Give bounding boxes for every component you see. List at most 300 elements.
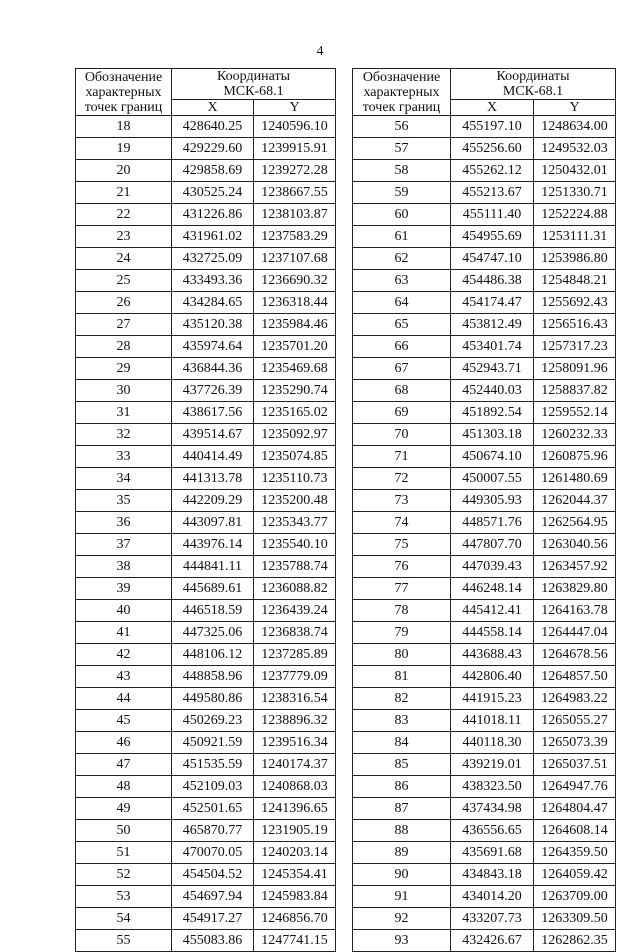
table-row [76,644,336,666]
point-number-cell: 59 [353,182,451,204]
x-coordinate-cell: 430525.24 [172,182,254,204]
table-row [76,182,336,204]
y-coordinate-cell: 1258837.82 [534,380,616,402]
point-number-cell: 62 [353,248,451,270]
point-number-cell: 93 [353,930,451,952]
table-row [76,622,336,644]
point-number-cell: 27 [76,314,172,336]
coordinates-group-header [451,69,616,100]
point-number-cell: 90 [353,864,451,886]
y-coordinate-cell: 1264608.14 [534,820,616,842]
x-coordinate-cell: 455262.12 [451,160,534,182]
x-coordinate-cell: 455197.10 [451,116,534,138]
x-coordinate-cell: 452501.65 [172,798,254,820]
table-row [353,622,616,644]
y-coordinate-cell: 1264059.42 [534,864,616,886]
x-coordinate-cell: 438323.50 [451,776,534,798]
table-row [353,930,616,952]
point-number-cell: 21 [76,182,172,204]
point-number-cell: 25 [76,270,172,292]
y-coordinate-cell: 1249532.03 [534,138,616,160]
point-number-cell: 47 [76,754,172,776]
y-coordinate-cell: 1264447.04 [534,622,616,644]
y-coordinate-cell: 1263829.80 [534,578,616,600]
table-row [76,908,336,930]
table-row [76,226,336,248]
y-coordinate-cell: 1238316.54 [254,688,336,710]
y-coordinate-cell: 1235984.46 [254,314,336,336]
point-number-cell: 19 [76,138,172,160]
y-coordinate-cell: 1236439.24 [254,600,336,622]
table-row [353,226,616,248]
point-number-cell: 54 [76,908,172,930]
x-coordinate-cell: 437726.39 [172,380,254,402]
y-coordinate-cell: 1264947.76 [534,776,616,798]
x-coordinate-cell: 452109.03 [172,776,254,798]
x-coordinate-cell: 433493.36 [172,270,254,292]
x-coordinate-cell: 455213.67 [451,182,534,204]
y-coordinate-cell: 1238896.32 [254,710,336,732]
point-number-cell: 58 [353,160,451,182]
y-coordinate-cell: 1264983.22 [534,688,616,710]
table-row [353,424,616,446]
x-coordinate-cell: 435691.68 [451,842,534,864]
x-coordinate-cell: 450674.10 [451,446,534,468]
point-number-cell: 84 [353,732,451,754]
point-number-cell: 30 [76,380,172,402]
point-number-cell: 78 [353,600,451,622]
x-coordinate-cell: 428640.25 [172,116,254,138]
y-coordinate-cell: 1235200.48 [254,490,336,512]
x-coordinate-cell: 429858.69 [172,160,254,182]
table-row [353,138,616,160]
table-row [76,534,336,556]
table-row [76,754,336,776]
table-row [353,446,616,468]
y-coordinate-cell: 1262564.95 [534,512,616,534]
x-coordinate-cell: 454917.27 [172,908,254,930]
table-row [76,270,336,292]
y-coordinate-cell: 1255692.43 [534,292,616,314]
x-coordinate-cell: 440118.30 [451,732,534,754]
x-coordinate-cell: 441018.11 [451,710,534,732]
table-row [353,776,616,798]
point-number-cell: 45 [76,710,172,732]
table-row [76,556,336,578]
y-coordinate-cell: 1235540.10 [254,534,336,556]
x-column-header: X [172,100,254,116]
table-row [353,600,616,622]
point-number-cell: 40 [76,600,172,622]
x-coordinate-cell: 439219.01 [451,754,534,776]
x-coordinate-cell: 439514.67 [172,424,254,446]
point-number-cell: 29 [76,358,172,380]
table-row [353,798,616,820]
table-row [76,666,336,688]
x-coordinate-cell: 436844.36 [172,358,254,380]
x-coordinate-cell: 455256.60 [451,138,534,160]
table-row [353,578,616,600]
table-row [76,820,336,842]
point-header-line: точек границ [362,99,441,115]
table-row [353,886,616,908]
y-coordinate-cell: 1263709.00 [534,886,616,908]
table-row [76,710,336,732]
table-row [76,490,336,512]
y-coordinate-cell: 1241396.65 [254,798,336,820]
x-coordinate-cell: 449580.86 [172,688,254,710]
point-number-cell: 80 [353,644,451,666]
point-number-cell: 68 [353,380,451,402]
x-coordinate-cell: 445689.61 [172,578,254,600]
point-number-cell: 63 [353,270,451,292]
x-coordinate-cell: 444558.14 [451,622,534,644]
point-number-cell: 72 [353,468,451,490]
y-coordinate-cell: 1258091.96 [534,358,616,380]
point-number-cell: 38 [76,556,172,578]
point-number-cell: 28 [76,336,172,358]
y-coordinate-cell: 1252224.88 [534,204,616,226]
x-coordinate-cell: 446248.14 [451,578,534,600]
y-coordinate-cell: 1240203.14 [254,842,336,864]
x-coordinate-cell: 443688.43 [451,644,534,666]
point-number-cell: 89 [353,842,451,864]
y-coordinate-cell: 1264804.47 [534,798,616,820]
y-coordinate-cell: 1240868.03 [254,776,336,798]
table-row [353,204,616,226]
point-number-cell: 37 [76,534,172,556]
x-coordinate-cell: 454486.38 [451,270,534,292]
y-coordinate-cell: 1235788.74 [254,556,336,578]
point-number-cell: 22 [76,204,172,226]
point-number-cell: 79 [353,622,451,644]
y-coordinate-cell: 1236318.44 [254,292,336,314]
x-coordinate-cell: 453401.74 [451,336,534,358]
coordinates-header-line: МСК-68.1 [223,84,284,99]
y-coordinate-cell: 1251330.71 [534,182,616,204]
x-coordinate-cell: 451535.59 [172,754,254,776]
point-number-cell: 33 [76,446,172,468]
y-coordinate-cell: 1238103.87 [254,204,336,226]
y-coordinate-cell: 1264359.50 [534,842,616,864]
point-number-cell: 32 [76,424,172,446]
x-coordinate-cell: 429229.60 [172,138,254,160]
y-coordinate-cell: 1239915.91 [254,138,336,160]
coordinates-header-line: Координаты [496,69,570,84]
y-coordinate-cell: 1263457.92 [534,556,616,578]
x-coordinate-cell: 434284.65 [172,292,254,314]
point-number-cell: 67 [353,358,451,380]
table-row [353,644,616,666]
x-coordinate-cell: 453812.49 [451,314,534,336]
y-coordinate-cell: 1262862.35 [534,930,616,952]
y-coordinate-cell: 1262044.37 [534,490,616,512]
point-number-cell: 26 [76,292,172,314]
y-coordinate-cell: 1246856.70 [254,908,336,930]
table-row [76,468,336,490]
x-coordinate-cell: 434843.18 [451,864,534,886]
x-coordinate-cell: 443097.81 [172,512,254,534]
point-header-line: характерных [85,84,162,100]
point-number-cell: 18 [76,116,172,138]
y-coordinate-cell: 1254848.21 [534,270,616,292]
y-coordinate-cell: 1240596.10 [254,116,336,138]
point-header-line: точек границ [84,99,163,115]
y-coordinate-cell: 1236690.32 [254,270,336,292]
coordinates-group-header [172,69,336,100]
x-coordinate-cell: 448858.96 [172,666,254,688]
x-coordinate-cell: 444841.11 [172,556,254,578]
point-number-cell: 81 [353,666,451,688]
table-row [353,908,616,930]
table-row [353,160,616,182]
table-row [353,116,616,138]
x-coordinate-cell: 450921.59 [172,732,254,754]
point-header-line: Обозначение [84,69,163,85]
x-coordinate-cell: 448571.76 [451,512,534,534]
y-coordinate-cell: 1257317.23 [534,336,616,358]
x-coordinate-cell: 455083.86 [172,930,254,952]
table-row [76,512,336,534]
table-row [353,182,616,204]
y-coordinate-cell: 1236088.82 [254,578,336,600]
table-row [76,886,336,908]
y-coordinate-cell: 1261480.69 [534,468,616,490]
x-coordinate-cell: 454174.47 [451,292,534,314]
point-number-cell: 70 [353,424,451,446]
point-number-cell: 88 [353,820,451,842]
x-coordinate-cell: 470070.05 [172,842,254,864]
y-coordinate-cell: 1237285.89 [254,644,336,666]
x-coordinate-cell: 446518.59 [172,600,254,622]
y-coordinate-cell: 1259552.14 [534,402,616,424]
table-row [353,534,616,556]
point-number-cell: 42 [76,644,172,666]
x-coordinate-cell: 449305.93 [451,490,534,512]
table-row [353,732,616,754]
y-coordinate-cell: 1235110.73 [254,468,336,490]
table-row [76,138,336,160]
x-coordinate-cell: 435120.38 [172,314,254,336]
x-coordinate-cell: 442209.29 [172,490,254,512]
point-number-cell: 85 [353,754,451,776]
x-coordinate-cell: 432426.67 [451,930,534,952]
table-row [353,358,616,380]
x-coordinate-cell: 432725.09 [172,248,254,270]
table-row [76,116,336,138]
point-number-cell: 60 [353,204,451,226]
x-coordinate-cell: 450007.55 [451,468,534,490]
x-coordinate-cell: 454697.94 [172,886,254,908]
y-coordinate-cell: 1235469.68 [254,358,336,380]
table-row [353,754,616,776]
point-number-cell: 83 [353,710,451,732]
coordinates-header-line: МСК-68.1 [502,84,564,99]
point-number-cell: 64 [353,292,451,314]
y-column-header: Y [254,100,336,116]
x-coordinate-cell: 454504.52 [172,864,254,886]
x-coordinate-cell: 450269.23 [172,710,254,732]
point-number-cell: 86 [353,776,451,798]
point-column-header [76,69,172,116]
table-row [76,204,336,226]
y-coordinate-cell: 1235701.20 [254,336,336,358]
x-coordinate-cell: 452440.03 [451,380,534,402]
x-coordinate-cell: 433207.73 [451,908,534,930]
coordinates-header-line: Координаты [217,69,290,84]
point-number-cell: 91 [353,886,451,908]
table-row [76,842,336,864]
coordinates-table-right [352,68,616,952]
point-number-cell: 23 [76,226,172,248]
point-number-cell: 51 [76,842,172,864]
table-row [76,446,336,468]
table-row [76,578,336,600]
point-header-line: характерных [363,84,440,100]
table-row [353,556,616,578]
x-coordinate-cell: 447807.70 [451,534,534,556]
y-coordinate-cell: 1265073.39 [534,732,616,754]
point-column-header [353,69,451,116]
y-coordinate-cell: 1238667.55 [254,182,336,204]
table-row [353,688,616,710]
x-coordinate-cell: 445412.41 [451,600,534,622]
y-coordinate-cell: 1235074.85 [254,446,336,468]
point-number-cell: 35 [76,490,172,512]
point-number-cell: 92 [353,908,451,930]
y-coordinate-cell: 1264857.50 [534,666,616,688]
x-coordinate-cell: 431226.86 [172,204,254,226]
x-coordinate-cell: 435974.64 [172,336,254,358]
y-coordinate-cell: 1263309.50 [534,908,616,930]
table-row [76,292,336,314]
y-coordinate-cell: 1239272.28 [254,160,336,182]
y-coordinate-cell: 1237107.68 [254,248,336,270]
x-coordinate-cell: 440414.49 [172,446,254,468]
y-coordinate-cell: 1231905.19 [254,820,336,842]
x-coordinate-cell: 442806.40 [451,666,534,688]
table-row [76,248,336,270]
point-number-cell: 36 [76,512,172,534]
y-coordinate-cell: 1264163.78 [534,600,616,622]
y-coordinate-cell: 1265055.27 [534,710,616,732]
point-number-cell: 24 [76,248,172,270]
table-row [353,402,616,424]
table-row [353,666,616,688]
point-number-cell: 87 [353,798,451,820]
point-number-cell: 34 [76,468,172,490]
table-row [76,380,336,402]
point-number-cell: 73 [353,490,451,512]
point-number-cell: 41 [76,622,172,644]
point-number-cell: 52 [76,864,172,886]
x-coordinate-cell: 436556.65 [451,820,534,842]
y-coordinate-cell: 1256516.43 [534,314,616,336]
point-number-cell: 44 [76,688,172,710]
x-coordinate-cell: 447325.06 [172,622,254,644]
y-column-header: Y [534,100,616,116]
table-row [353,292,616,314]
point-number-cell: 77 [353,578,451,600]
y-coordinate-cell: 1265037.51 [534,754,616,776]
y-coordinate-cell: 1237583.29 [254,226,336,248]
y-coordinate-cell: 1239516.34 [254,732,336,754]
point-number-cell: 66 [353,336,451,358]
table-row [76,600,336,622]
x-coordinate-cell: 441313.78 [172,468,254,490]
y-coordinate-cell: 1235165.02 [254,402,336,424]
table-row [76,358,336,380]
table-row [353,512,616,534]
x-coordinate-cell: 431961.02 [172,226,254,248]
table-row [353,864,616,886]
x-coordinate-cell: 437434.98 [451,798,534,820]
point-number-cell: 65 [353,314,451,336]
table-row [353,820,616,842]
table-row [76,776,336,798]
table-row [76,314,336,336]
y-coordinate-cell: 1260875.96 [534,446,616,468]
x-coordinate-cell: 443976.14 [172,534,254,556]
point-number-cell: 75 [353,534,451,556]
table-row [76,930,336,952]
table-body [76,116,336,952]
y-coordinate-cell: 1237779.09 [254,666,336,688]
table-row [76,336,336,358]
x-coordinate-cell: 448106.12 [172,644,254,666]
y-coordinate-cell: 1245983.84 [254,886,336,908]
x-coordinate-cell: 441915.23 [451,688,534,710]
point-number-cell: 48 [76,776,172,798]
x-coordinate-cell: 447039.43 [451,556,534,578]
y-coordinate-cell: 1240174.37 [254,754,336,776]
x-coordinate-cell: 454747.10 [451,248,534,270]
y-coordinate-cell: 1235092.97 [254,424,336,446]
point-number-cell: 82 [353,688,451,710]
table-row [353,270,616,292]
x-coordinate-cell: 455111.40 [451,204,534,226]
point-header-line: Обозначение [362,69,441,85]
table-body [353,116,616,952]
y-coordinate-cell: 1236838.74 [254,622,336,644]
y-coordinate-cell: 1248634.00 [534,116,616,138]
point-number-cell: 49 [76,798,172,820]
point-number-cell: 55 [76,930,172,952]
table-row [353,336,616,358]
point-number-cell: 50 [76,820,172,842]
table-row [353,842,616,864]
table-row [353,248,616,270]
table-row [76,424,336,446]
table-row [76,688,336,710]
x-coordinate-cell: 454955.69 [451,226,534,248]
y-coordinate-cell: 1253986.80 [534,248,616,270]
point-number-cell: 20 [76,160,172,182]
point-number-cell: 53 [76,886,172,908]
table-row [76,864,336,886]
point-number-cell: 74 [353,512,451,534]
table-row [76,732,336,754]
point-number-cell: 76 [353,556,451,578]
table-row [76,160,336,182]
point-number-cell: 56 [353,116,451,138]
point-number-cell: 57 [353,138,451,160]
y-coordinate-cell: 1235343.77 [254,512,336,534]
x-coordinate-cell: 465870.77 [172,820,254,842]
point-number-cell: 71 [353,446,451,468]
y-coordinate-cell: 1260232.33 [534,424,616,446]
table-row [353,380,616,402]
